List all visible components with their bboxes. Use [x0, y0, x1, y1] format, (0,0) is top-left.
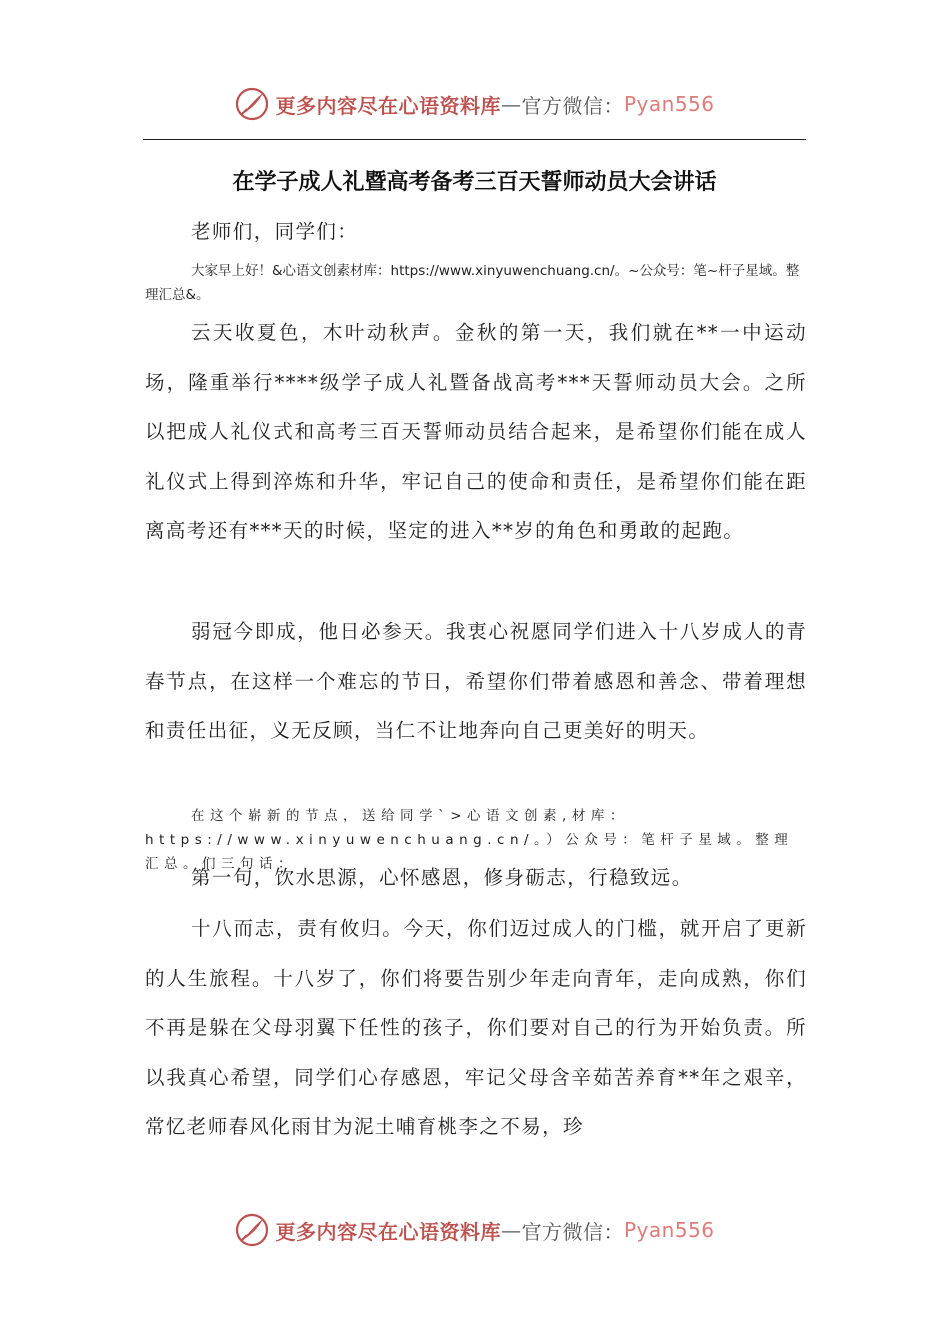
greeting: 老师们，同学们：	[191, 220, 359, 243]
header-banner	[0, 82, 950, 126]
banner-wechat-id: Pyan556	[623, 92, 715, 116]
banner-dash: —	[500, 1218, 522, 1242]
header-divider	[143, 139, 806, 140]
small-note-1: 大家早上好！&心语文创素材库：https://www.xinyuwenchuang.cn/。~公众号：笔~杆子星域。整理汇总&。	[145, 263, 800, 303]
quill-logo-icon	[235, 1213, 269, 1247]
paragraph-3: 第一句，饮水思源，心怀感恩，修身砺志，行稳致远。	[191, 866, 693, 889]
paragraph-4: 十八而志，责有攸归。今天，你们迈过成人的门槛，就开启了更新的人生旅程。十八岁了，你们将要告别少年走向青年，走向成熟，你们不再是躲在父母羽翼下任性的孩子，你们要对自己的行为开始负责。所以我真心希望，同学们心存感恩，牢记父母含辛茹苦养育**年之艰辛，常忆老师春风化雨甘为泥土哺育桃李之不易，珍	[145, 917, 807, 1138]
banner-dash: —	[500, 92, 522, 116]
quill-logo-icon	[235, 87, 269, 121]
banner-brand-text: 更多内容尽在心语资料库	[275, 93, 501, 118]
banner-wechat-id: Pyan556	[623, 1218, 715, 1242]
paragraph-1: 云天收夏色，木叶动秋声。金秋的第一天，我们就在**一中运动场，隆重举行****级学子成人礼暨备战高考***天誓师动员大会。之所以把成人礼仪式和高考三百天誓师动员结合起来，是希望你们能在成人礼仪式上得到淬炼和升华，牢记自己的使命和责任，是希望你们能在距离高考还有***天的时候，坚定的进入**岁的角色和勇敢的起跑。	[145, 321, 807, 542]
banner-brand-text: 更多内容尽在心语资料库	[275, 1219, 501, 1244]
banner-official-label: 官方微信：	[521, 1219, 624, 1244]
document-title: 在学子成人礼暨高考备考三百天誓师动员大会讲话	[232, 170, 717, 195]
footer-banner	[0, 1208, 950, 1252]
banner-official-label: 官方微信：	[521, 93, 624, 118]
paragraph-2: 弱冠今即成，他日必参天。我衷心祝愿同学们进入十八岁成人的青春节点，在这样一个难忘的节日，希望你们带着感恩和善念、带着理想和责任出征，义无反顾，当仁不让地奔向自己更美好的明天。	[145, 620, 807, 742]
small-note-2: 在这个崭新的节点，送给同学`>心语文创素,材库：https://www.xinyuwenchuang.cn/。）公众号：笔杆子星域。整理汇总。们三句话：	[145, 808, 794, 872]
